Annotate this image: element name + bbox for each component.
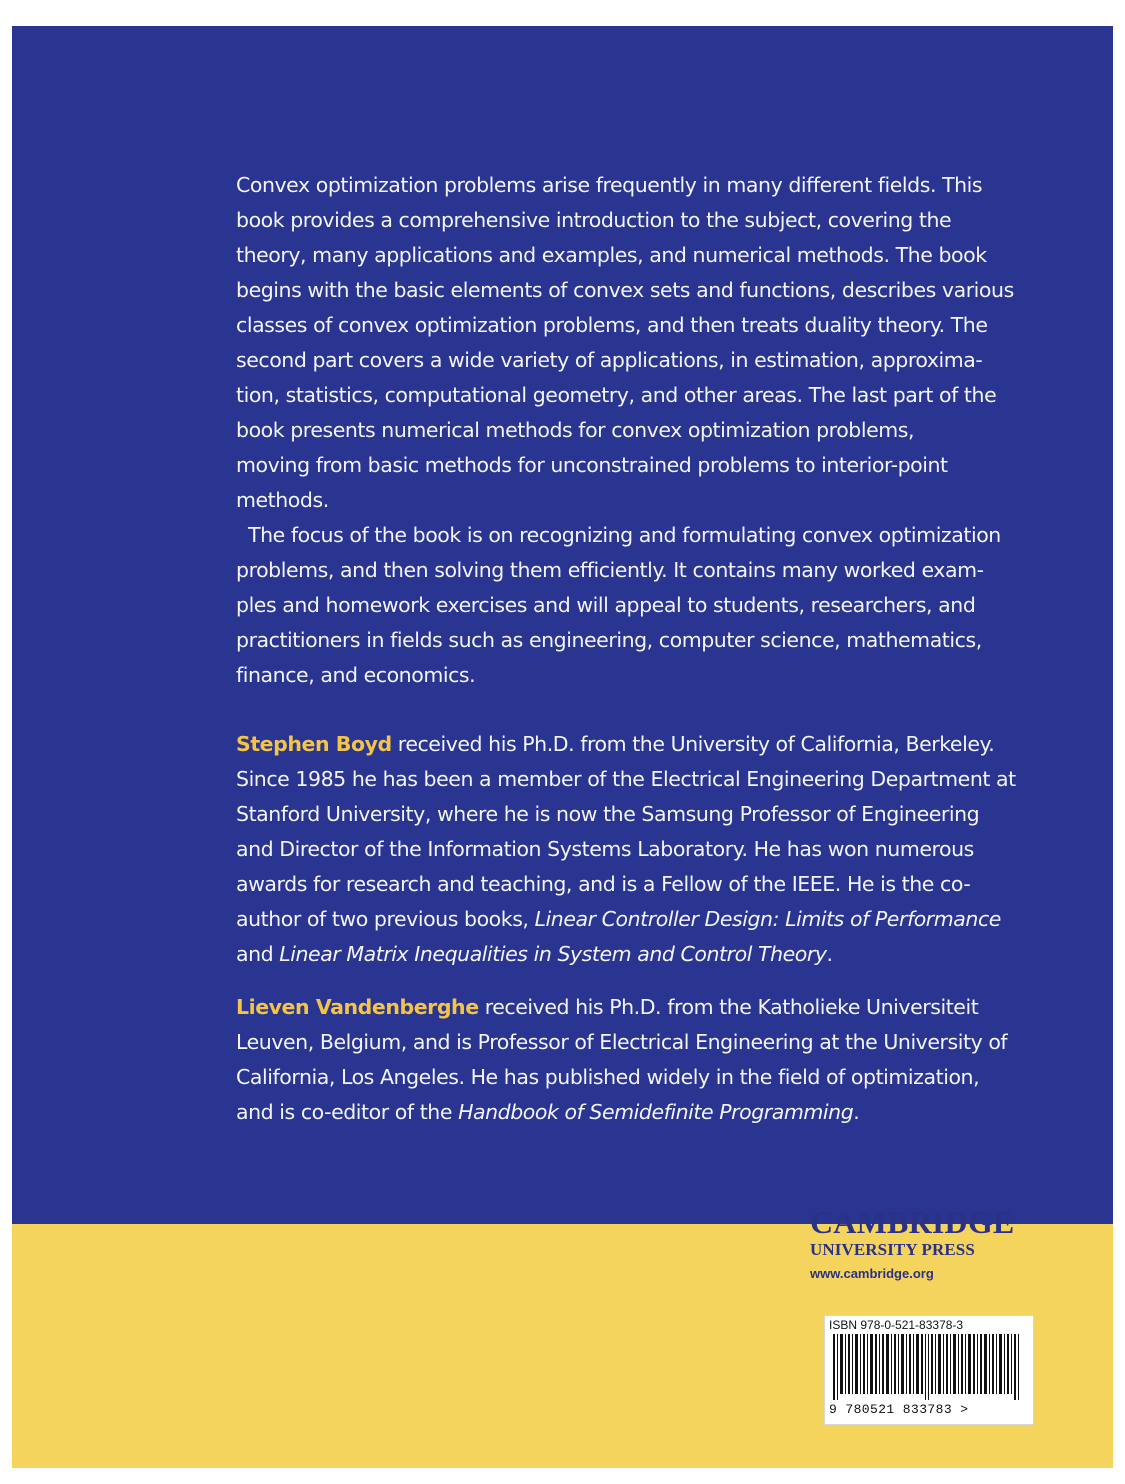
description-paragraph-2 [236,518,1001,693]
text-line: begins with the basic elements of convex sets and functions, describes various [236,278,1014,302]
text-line: classes of convex optimization problems, and then treats duality theory. The [236,313,988,337]
text-line: problems, and then solving them efficiently. It contains many worked exam- [236,558,984,582]
blue-panel [12,26,1113,1224]
bio-text: received his Ph.D. from the Katholieke Universiteit [478,995,979,1019]
bio-text: author of two previous books, [236,907,535,931]
text-line: tion, statistics, computational geometry, and other areas. The last part of the [236,383,997,407]
paragraph-gap [236,693,966,727]
text-line: finance, and economics. [236,663,476,687]
bio-text: and is co-editor of the [236,1100,459,1124]
text-line: ples and homework exercises and will appeal to students, researchers, and [236,593,976,617]
publisher-name: CAMBRIDGE [810,1204,1015,1240]
isbn-label: ISBN 978-0-521-83378-3 [829,1318,964,1332]
text-line: and Director of the Information Systems Laboratory. He has won numerous [236,837,974,861]
text-line: The focus of the book is on recognizing and formulating convex optimization [248,523,1001,547]
text-line: Stanford University, where he is now the Samsung Professor of Engineering [236,802,980,826]
bio-stephen-boyd [236,727,1016,972]
book-title-handbook-semidefinite-programming: Handbook of Semidefinite Programming [458,1100,854,1124]
text-line [236,937,966,972]
text-line: book presents numerical methods for convex optimization problems, [236,418,915,442]
text-line [236,902,1001,937]
bio-text: . [853,1100,860,1124]
bio-text: . [826,942,833,966]
book-title-linear-matrix-inequalities: Linear Matrix Inequalities in System and Control Theory [279,942,827,966]
text-line [236,990,979,1025]
text-line: moving from basic methods for unconstrained problems to interior-point [236,453,948,477]
cover-text [236,168,1016,1130]
barcode-box [824,1315,1034,1425]
paragraph-gap [236,972,966,990]
text-line: California, Los Angeles. He has published widely in the field of optimization, [236,1065,980,1089]
text-line: book provides a comprehensive introduction to the subject, covering the [236,208,952,232]
author-name-lieven-vandenberghe: Lieven Vandenberghe [236,995,479,1019]
text-line: theory, many applications and examples, and numerical methods. The book [236,243,987,267]
text-line: practitioners in fields such as engineering, computer science, mathematics, [236,628,982,652]
text-line [236,727,995,762]
bio-text: and [236,942,280,966]
text-line: Convex optimization problems arise frequently in many different fields. This [236,173,983,197]
text-line: methods. [236,488,329,512]
publisher-block [810,1206,1040,1283]
text-line: Leuven, Belgium, and is Professor of Electrical Engineering at the University of [236,1030,1008,1054]
barcode-icon [829,1334,1031,1400]
bio-lieven-vandenberghe [236,990,1008,1130]
description-paragraph-1 [236,168,1014,518]
text-line: second part covers a wide variety of applications, in estimation, approxima- [236,348,983,372]
publisher-website: www.cambridge.org [810,1266,934,1281]
publisher-subtitle: UNIVERSITY PRESS [810,1240,975,1259]
text-line: Since 1985 he has been a member of the Electrical Engineering Department at [236,767,1016,791]
ean-number: 9 780521 833783 > [829,1402,969,1417]
text-line [236,1095,966,1130]
book-title-linear-controller-design: Linear Controller Design: Limits of Performance [534,907,1001,931]
author-name-stephen-boyd: Stephen Boyd [236,732,392,756]
text-line: awards for research and teaching, and is a Fellow of the IEEE. He is the co- [236,872,971,896]
bio-text: received his Ph.D. from the University of California, Berkeley. [391,732,995,756]
